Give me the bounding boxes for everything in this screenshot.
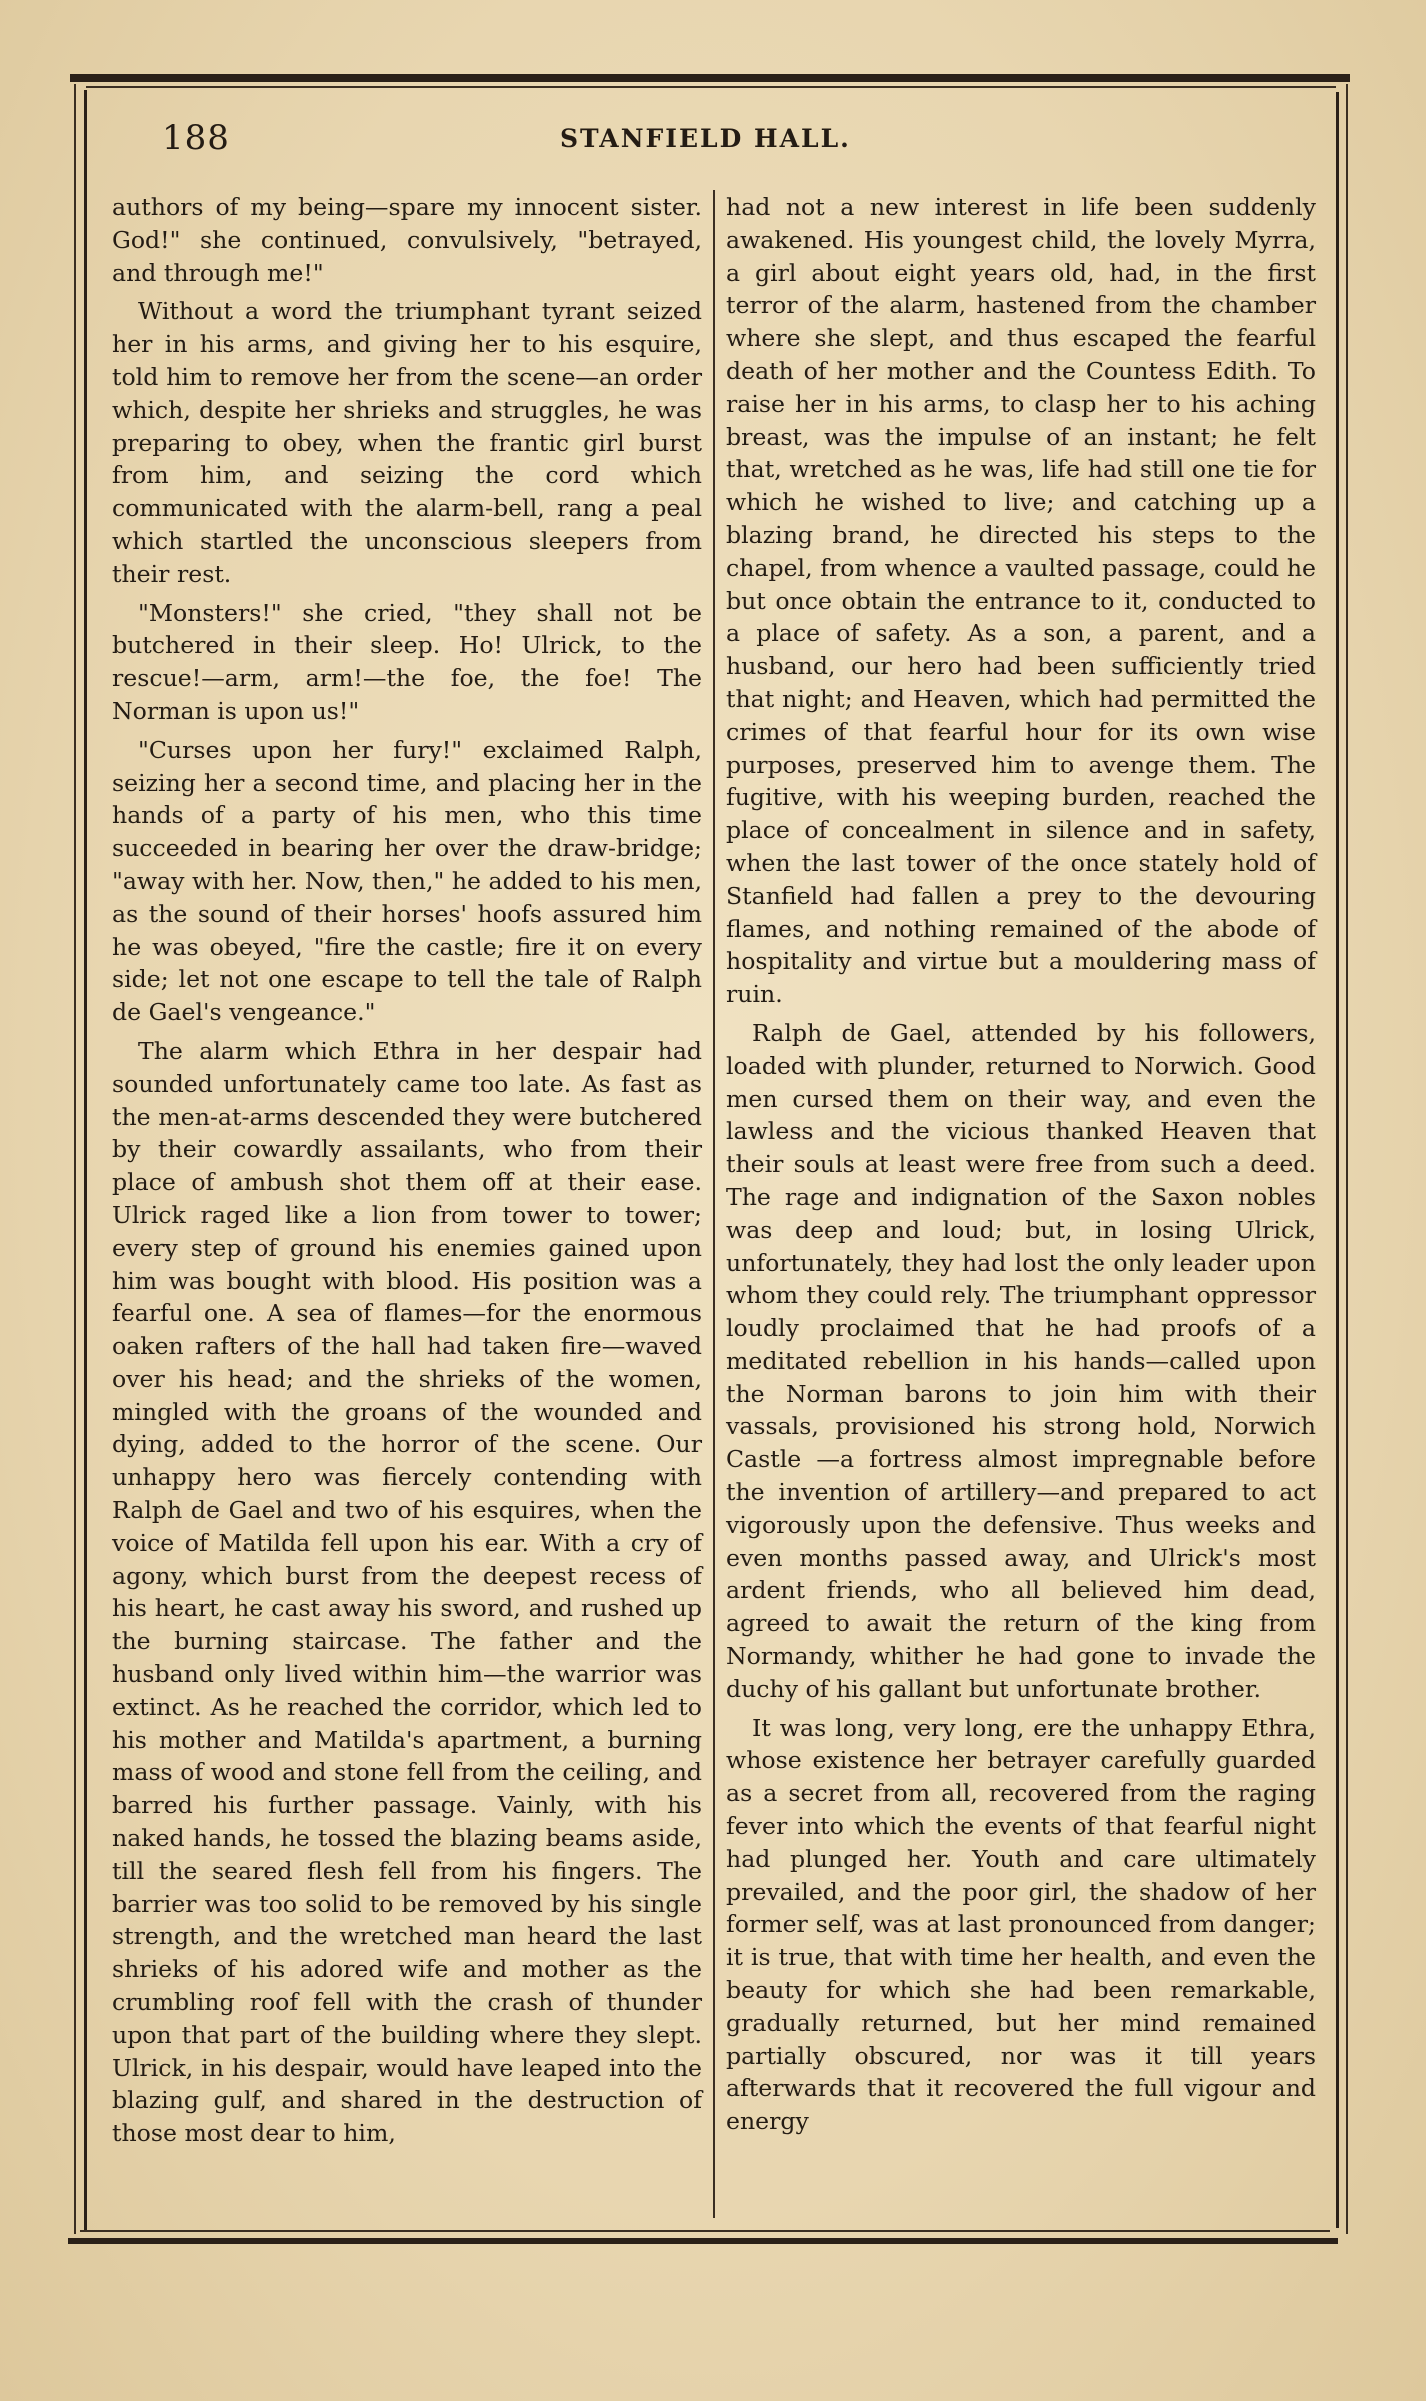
page-number: 188 <box>162 118 230 158</box>
column-divider <box>713 190 715 2218</box>
right-column <box>726 191 1316 2144</box>
bottom-inner-rule <box>80 2230 1330 2232</box>
running-title: STANFIELD HALL. <box>560 124 851 153</box>
left-column <box>112 191 702 2156</box>
right-inner-border <box>1336 92 1339 2228</box>
bottom-border-rule <box>68 2238 1338 2244</box>
paragraph: Without a word the triumphant tyrant seized her in his arms, and giving her to his esquire, told him to remove her from the scene—an order which, despite her shrieks and struggles, he was preparing to obey, when the frantic girl burst from him, and seizing the cord which communicated with the alarm-bell, rang a peal which startled the unconscious sleepers from their rest. <box>112 297 702 588</box>
paragraph: "Monsters!" she cried, "they shall not be butchered in their sleep. Ho! Ulrick, to the rescue!—arm, arm!—the foe, the foe! The Norman is upon us!" <box>112 598 702 725</box>
paragraph: It was long, very long, ere the unhappy Ethra, whose existence her betrayer carefully guarded as a secret from all, recovered from the raging fever into which the events of that fearful night had plunged her. Youth and care ultimately prevailed, and the poor girl, the shadow of her former self, was at last pronounced from danger; it is true, that with time her health, and even the beauty for which she had been remarkable, gradually returned, but her mind remained partially obscured, nor was it till years afterwards that it recovered the full vigour and energy <box>726 1713 1316 2136</box>
left-outer-border <box>74 84 76 2234</box>
top-inner-rule <box>86 86 1336 88</box>
paragraph: The alarm which Ethra in her despair had sounded unfortunately came too late. As fast as the men-at-arms descended they were butchered by their cowardly assailants, who from their place of ambush shot them off at their ease. Ulrick raged like a lion from tower to tower; every step of ground his enemies gained upon him was bought with blood. His position was a fearful one. A sea of flames—for the enormous oaken rafters of the hall had taken fire—waved over his head; and the shrieks of the women, mingled with the groans of the wounded and dying, added to the horror of the scene. Our unhappy hero was fiercely contending with Ralph de Gael and two of his esquires, when the voice of Matilda fell upon his ear. With a cry of agony, which burst from the deepest recess of his heart, he cast away his sword, and rushed up the burning staircase. The father and the husband only lived within him—the warrior was extinct. As he reached the corridor, which led to his mother and Matilda's apartment, a burning mass of wood and stone fell from the ceiling, and barred his further passage. Vainly, with his naked hands, he tossed the blazing beams aside, till the seared flesh fell from his fingers. The barrier was too solid to be removed by his single strength, and the wretched man heard the last shrieks of his adored wife and mother as the crumbling roof fell with the crash of thunder upon that part of the building where they slept. Ulrick, in his despair, would have leaped into the blazing gulf, and shared in the destruction of those most dear to him, <box>112 1036 702 2148</box>
paragraph: had not a new interest in life been suddenly awakened. His youngest child, the lovely Myrra, a girl about eight years old, had, in the first terror of the alarm, hastened from the chamber where she slept, and thus escaped the fearful death of her mother and the Countess Edith. To raise her in his arms, to clasp her to his aching breast, was the impulse of an instant; he felt that, wretched as he was, life had still one tie for which he wished to live; and catching up a blazing brand, he directed his steps to the chapel, from whence a vaulted passage, could he but once obtain the entrance to it, conducted to a place of safety. As a son, a parent, and a husband, our hero had been sufficiently tried that night; and Heaven, which had permitted the crimes of that fearful hour for its own wise purposes, preserved him to avenge them. The fugitive, with his weeping burden, reached the place of concealment in silence and in safety, when the last tower of the once stately hold of Stanfield had fallen a prey to the devouring flames, and nothing remained of the abode of hospitality and virtue but a mouldering mass of ruin. <box>726 193 1316 1009</box>
left-inner-border <box>84 90 87 2230</box>
paragraph: "Curses upon her fury!" exclaimed Ralph, seizing her a second time, and placing her in the hands of a party of his men, who this time succeeded in bearing her over the draw-bridge; "away with her. Now, then," he added to his men, as the sound of their horses' hoofs assured him he was obeyed, "fire the castle; fire it on every side; let not one escape to tell the tale of Ralph de Gael's vengeance." <box>112 735 702 1027</box>
right-outer-border <box>1346 84 1348 2234</box>
top-border-rule <box>70 74 1350 82</box>
paragraph: Ralph de Gael, attended by his followers, loaded with plunder, returned to Norwich. Good men cursed them on their way, and even the lawless and the vicious thanked Heaven that their souls at least were free from such a deed. The rage and indignation of the Saxon nobles was deep and loud; but, in losing Ulrick, unfortunately, they had lost the only leader upon whom they could rely. The triumphant oppressor loudly proclaimed that he had proofs of a meditated rebellion in his hands—called upon the Norman barons to join him with their vassals, provisioned his strong hold, Norwich Castle —a fortress almost impregnable before the invention of artillery—and prepared to act vigorously upon the defensive. Thus weeks and even months passed away, and Ulrick's most ardent friends, who all believed him dead, agreed to await the return of the king from Normandy, whither he had gone to invade the duchy of his gallant but unfortunate brother. <box>726 1018 1316 1703</box>
paragraph: authors of my being—spare my innocent sister. God!" she continued, convulsively, "betrayed, and through me!" <box>112 193 702 287</box>
